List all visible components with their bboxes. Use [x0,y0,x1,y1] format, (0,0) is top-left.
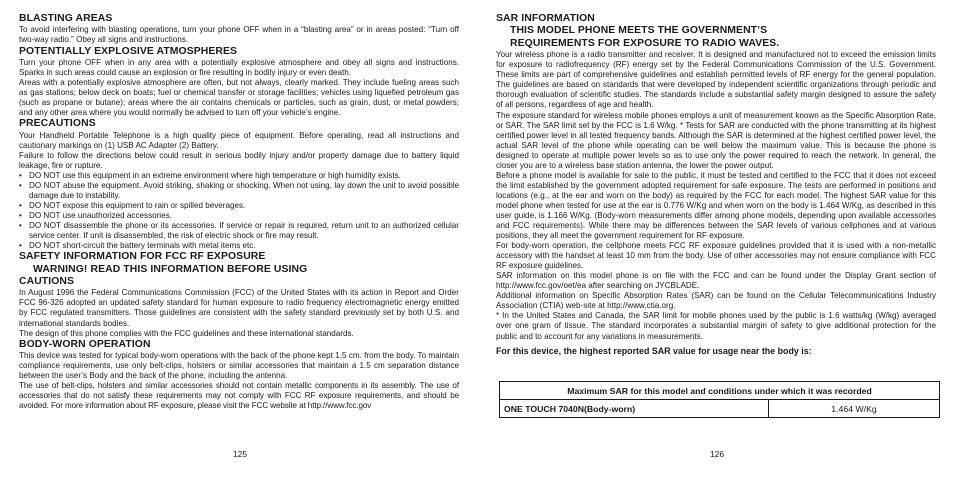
sar-text-4: For body-worn operation, the cellphone meets FCC RF exposure guidelines provided that it is used with a non-metallic accessory with the handset at least 10 mm from the body. Use of other accessories may not ensure compliance with FCC RF exposure guidelines. [496,241,936,271]
max-sar-table-header: Maximum SAR for this model and conditions under which it was recorded [500,382,940,400]
list-item: • DO NOT short-circuit the battery terminals with metal items etc. [19,241,459,251]
sar-text-2: The exposure standard for wireless mobile phones employs a unit of measurement known as the Specific Absorption Rate, or SAR. The SAR limit set by the FCC is 1.6 W/kg. * Tests for SAR are conducted with the phone transmitting at its highest certified power level in all tested frequency bands. Although the SAR is determined at the highest certified power level, the actual SAR level of the phone while operating can be well below the maximum value. This is because the phone is designed to operate at multiple power levels so as to use only the power required to reach the network. In general, the closer you are to a wireless base station antenna, the lower the power output. [496,110,936,170]
sar-text-7: * In the United States and Canada, the SAR limit for mobile phones used by the public is 1.6 watts/kg (W/kg) averaged over one gram of tissue. The standard incorporates a substantial margin of safety to give additional protection for the public and to account for any variations in measurements. [496,311,936,341]
list-item: • DO NOT abuse the equipment. Avoid striking, shaking or shocking. When not using, lay down the unit to avoid possible damage due to instability. [19,181,459,201]
sar-text-3: Before a phone model is available for sale to the public, it must be tested and certified to the FCC that it does not exceed the limit established by the government adopted requirement for safe exposure. The tests are performed in positions and locations (e.g., at the ear and worn on the body) as required by the FCC for each model. The highest SAR value for this model phone when tested for use at the ear is 0.776 W/Kg and when worn on the body is 1.464 W/Kg, as described in this user guide, is 1.166 W/Kg. (Body-worn measurements differ among phone models, depending upon available accessories and FCC requirements). While there may be differences between the SAR levels of various cellphones and at various positions, they all meet the government requirement for RF exposure. [496,170,936,241]
table-row [500,382,940,400]
cautions-heading: CAUTIONS [19,275,75,287]
right-page [496,13,936,357]
sar-value-cell: 1.464 W/Kg [769,400,940,418]
device-cell: ONE TOUCH 7040N(Body-worn) [500,400,769,418]
page-number-left: 125 [233,449,247,459]
sar-subtitle-line-1: THIS MODEL PHONE MEETS THE GOVERNMENT’S [510,25,768,37]
precautions-list [19,171,459,251]
cautions-text-2: The design of this phone complies with the FCC guidelines and these international standards. [19,328,354,338]
precautions-text-1: Your Handheld Portable Telephone is a high quality piece of equipment. Before operating, read all instructions and cautionary markings on (1) USB AC Adapter (2) Battery. [19,130,459,150]
blasting-areas-heading: BLASTING AREAS [19,13,113,24]
blasting-areas-text: To avoid interfering with blasting operations, turn your phone OFF when in a “blasting area” or in areas posted: “Turn off two-way radio.” Obey all signs and instructions. [19,25,459,45]
body-worn-text-2: The use of belt-clips, holsters and similar accessories should not contain metallic components in its assembly. The use of accessories that do not satisfy these requirements may not comply with FCC RF exposure requirements, and should be avoided. For more information about RF exposure, please visit the FCC website at http://www.fcc.gov [19,381,459,411]
sar-information-heading: SAR INFORMATION [496,13,595,24]
list-item: • DO NOT expose this equipment to rain or spilled beverages. [19,201,459,211]
precautions-text-2: Failure to follow the directions below could result in serious bodily injury and/or property damage due to battery liquid leakage, fire or rupture. [19,150,459,170]
explosive-atmospheres-text-2: Areas with a potentially explosive atmosphere are often, but not always, clearly marked. They include fueling areas such as gas stations; below deck on boats; fuel or chemical transfer or storage facilities; vehicles using liquefied petroleum gas (such as propane or butane); areas where the air contains chemicals or particles, such as grain, dust, or metal powders; and any other area where you would normally be advised to turn off your vehicle’s engine. [19,78,459,118]
max-sar-table [499,381,940,418]
body-worn-heading: BODY-WORN OPERATION [19,338,151,350]
cautions-text-1: In August 1996 the Federal Communications Commission (FCC) of the United States with its action in Report and Order FCC 96-326 adopted an updated safety standard for human exposure to radio frequency electromagnetic energy emitted by FCC regulated transmitters. Those guidelines are consistent with the safety standard previously set by both U.S. and international standards bodies. [19,288,459,328]
list-item: • DO NOT disassemble the phone or its accessories. If service or repair is required, return unit to an authorized cellular service center. If unit is disassembled, the risk of electric shock or fire may result. [19,221,459,241]
list-item: • DO NOT use this equipment in an extreme environment where high temperature or high humidity exists. [19,171,459,181]
left-page [19,13,459,411]
explosive-atmospheres-text-1: Turn your phone OFF when in any area with a potentially explosive atmosphere and obey all signs and instructions. Sparks in such areas could cause an explosion or fire resulting in bodily injury or even death. [19,57,459,77]
sar-text-5: SAR information on this model phone is on file with the FCC and can be found under the Display Grant section of http://www.fcc.gov/oet/ea after searching on JYCBLADE. [496,271,936,291]
table-row [500,400,940,418]
sar-subtitle-line-2: REQUIREMENTS FOR EXPOSURE TO RADIO WAVES. [510,37,780,49]
fcc-warning-heading: WARNING! READ THIS INFORMATION BEFORE USING [33,263,308,275]
page-number-right: 126 [710,449,724,459]
fcc-rf-exposure-heading: SAFETY INFORMATION FOR FCC RF EXPOSURE [19,251,266,263]
highest-sar-statement: For this device, the highest reported SAR value for usage near the body is: [496,345,812,356]
body-worn-text-1: This device was tested for typical body-worn operations with the back of the phone kept 1.5 cm. from the body. To maintain compliance requirements, use only belt-clips, holsters or similar accessories that maintain a 1.5 cm separation distance between the user’s Body and the back of the phone, including the antenna. [19,351,459,381]
explosive-atmospheres-heading: POTENTIALLY EXPLOSIVE ATMOSPHERES [19,45,238,57]
sar-text-1: Your wireless phone is a radio transmitter and receiver. It is designed and manufactured not to exceed the emission limits for exposure to radiofrequency (RF) energy set by the Federal Communications Commission of the U.S. Government. These limits are part of comprehensive guidelines and establish permitted levels of RF energy for the general population. The guidelines are based on standards that were developed by independent scientific organizations through periodic and thorough evaluation of scientific studies. The standards include a substantial safety margin designed to assure the safety of all persons, regardless of age and health. [496,50,936,110]
sar-text-6: Additional information on Specific Absorption Rates (SAR) can be found on the Cellular Telecommunications Industry Association (CTIA) web-site at http://www.ctia.org. [496,291,936,311]
precautions-heading: PRECAUTIONS [19,118,96,130]
list-item: • DO NOT use unauthorized accessories. [19,211,459,221]
